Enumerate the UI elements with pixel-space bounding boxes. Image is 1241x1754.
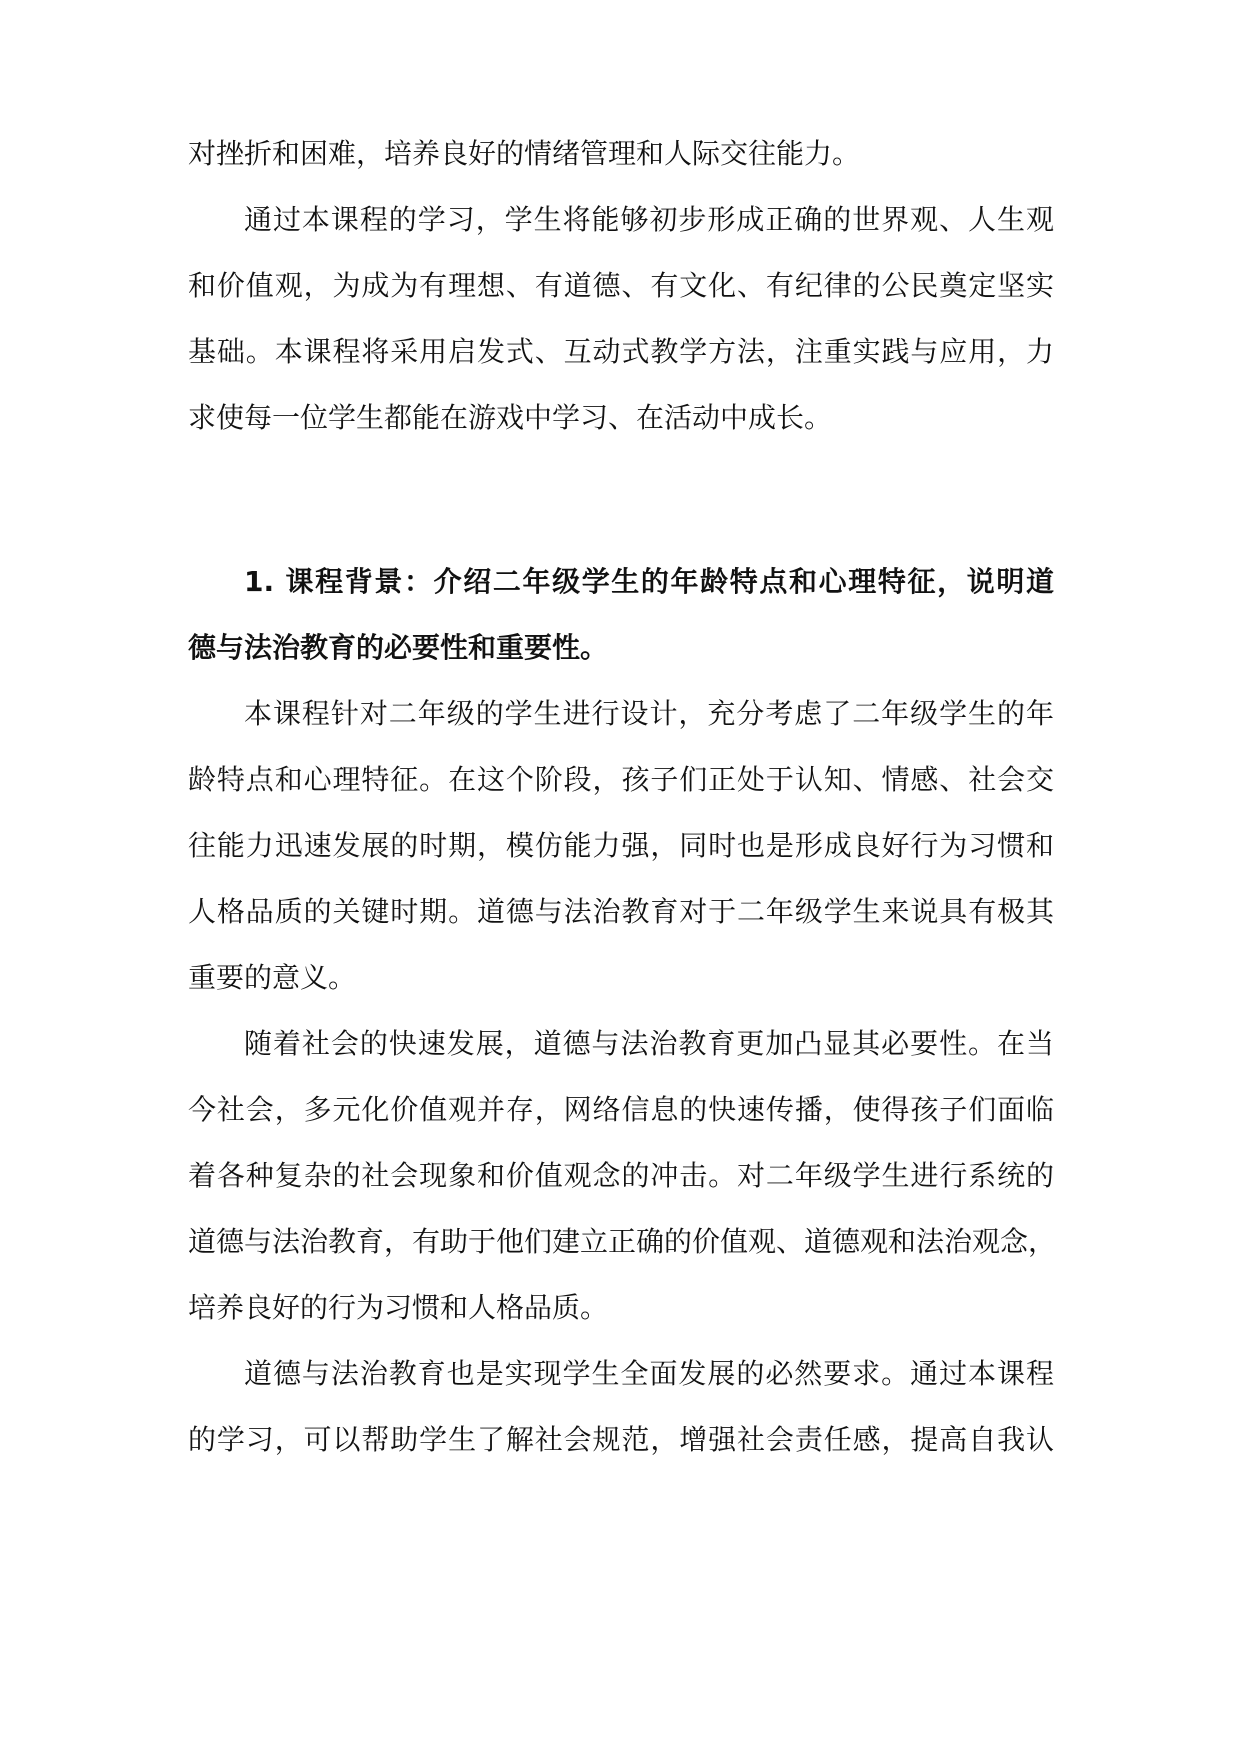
section-heading: 德与法治教育的必要性和重要性。 bbox=[188, 631, 609, 664]
section-heading: 1. 课程背景：介绍二年级学生的年龄特点和心理特征，说明道 bbox=[244, 565, 1054, 598]
text-line: 道德与法治教育也是实现学生全面发展的必然要求。通过本课程 bbox=[244, 1357, 1054, 1390]
text-line: 着各种复杂的社会现象和价值观念的冲击。对二年级学生进行系统的 bbox=[188, 1159, 1054, 1192]
text-line: 本课程针对二年级的学生进行设计，充分考虑了二年级学生的年 bbox=[244, 697, 1054, 730]
text-line: 龄特点和心理特征。在这个阶段，孩子们正处于认知、情感、社会交 bbox=[188, 763, 1054, 796]
text-line: 对挫折和困难，培养良好的情绪管理和人际交往能力。 bbox=[188, 137, 861, 170]
text-line: 重要的意义。 bbox=[188, 961, 357, 994]
text-line: 随着社会的快速发展，道德与法治教育更加凸显其必要性。在当 bbox=[244, 1027, 1054, 1060]
text-line: 的学习，可以帮助学生了解社会规范，增强社会责任感，提高自我认 bbox=[188, 1423, 1054, 1456]
text-line: 求使每一位学生都能在游戏中学习、在活动中成长。 bbox=[188, 401, 833, 434]
text-line: 和价值观，为成为有理想、有道德、有文化、有纪律的公民奠定坚实 bbox=[188, 269, 1054, 302]
text-line: 道德与法治教育，有助于他们建立正确的价值观、道德观和法治观念， bbox=[188, 1225, 1057, 1258]
text-line: 往能力迅速发展的时期，模仿能力强，同时也是形成良好行为习惯和 bbox=[188, 829, 1054, 862]
text-line: 基础。本课程将采用启发式、互动式教学方法，注重实践与应用，力 bbox=[188, 335, 1054, 368]
text-line: 通过本课程的学习，学生将能够初步形成正确的世界观、人生观 bbox=[244, 203, 1054, 236]
text-line: 培养良好的行为习惯和人格品质。 bbox=[188, 1291, 609, 1324]
text-line: 今社会，多元化价值观并存，网络信息的快速传播，使得孩子们面临 bbox=[188, 1093, 1054, 1126]
text-line: 人格品质的关键时期。道德与法治教育对于二年级学生来说具有极其 bbox=[188, 895, 1054, 928]
